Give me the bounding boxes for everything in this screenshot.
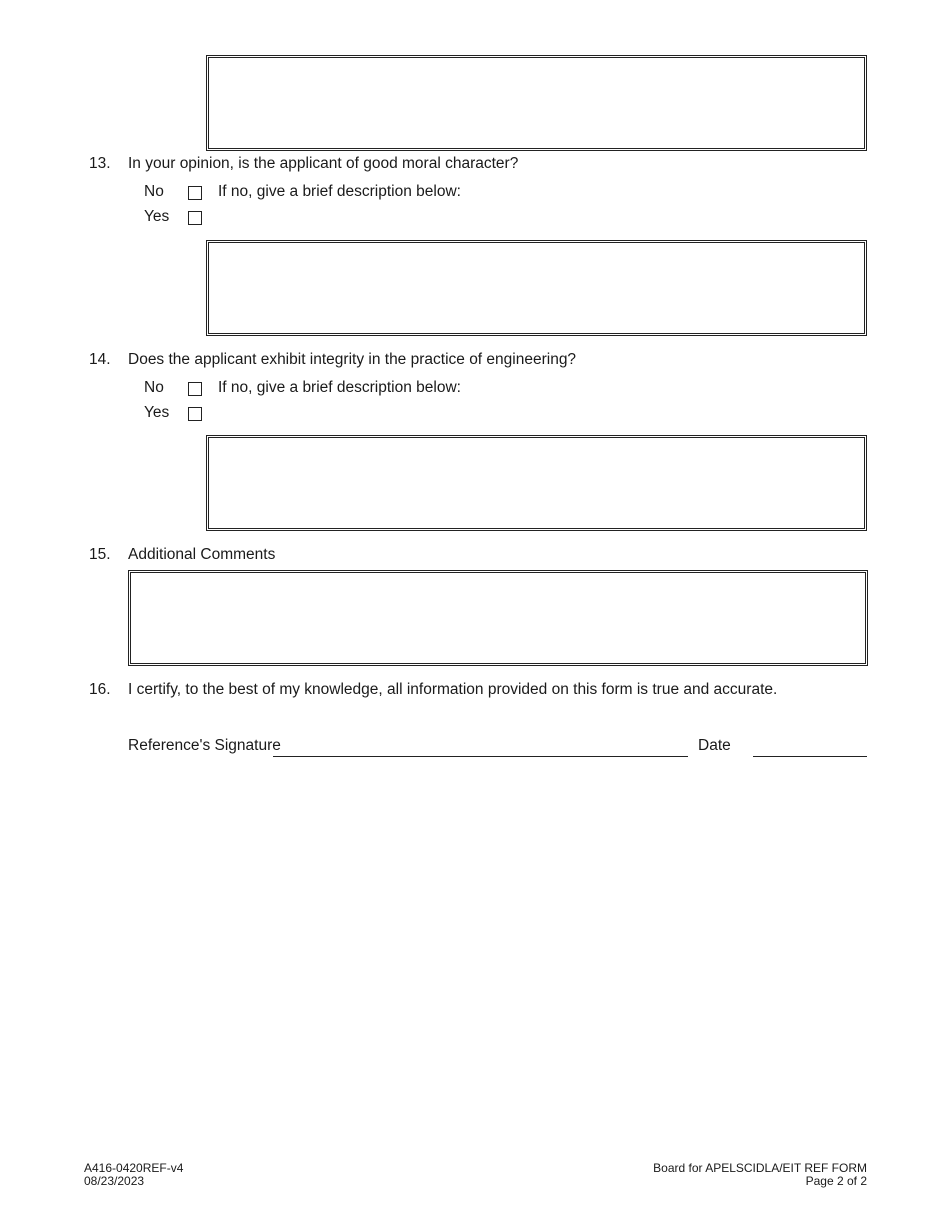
q14-question: Does the applicant exhibit integrity in the practice of engineering?: [128, 351, 577, 368]
q13-yes-checkbox[interactable]: [188, 211, 202, 225]
q16-number: 16.: [89, 681, 111, 698]
q14-number: 14.: [89, 351, 111, 368]
q13-no-checkbox[interactable]: [188, 186, 202, 200]
q14-yes-label: Yes: [144, 404, 170, 421]
signature-label: Reference's Signature: [128, 737, 281, 754]
page-number: Page 2 of 2: [805, 1174, 867, 1188]
q13-question: In your opinion, is the applicant of good moral character?: [128, 155, 519, 172]
q13-yes-label: Yes: [144, 208, 170, 225]
signature-line[interactable]: [273, 756, 688, 757]
q14-no-label: No: [144, 379, 164, 396]
q13-hint: If no, give a brief description below:: [218, 183, 461, 200]
footer-left: [84, 1162, 183, 1188]
date-label: Date: [698, 737, 731, 754]
q12-response-box[interactable]: [206, 55, 867, 151]
q14-no-checkbox[interactable]: [188, 382, 202, 396]
q15-number: 15.: [89, 546, 111, 563]
q14-hint: If no, give a brief description below:: [218, 379, 461, 396]
q14-response-box[interactable]: [206, 435, 867, 531]
q13-response-box[interactable]: [206, 240, 867, 336]
date-line[interactable]: [753, 756, 867, 757]
form-code: A416-0420REF-v4: [84, 1161, 184, 1175]
q13-no-label: No: [144, 183, 164, 200]
q15-comments-box[interactable]: [128, 570, 868, 666]
q14-yes-checkbox[interactable]: [188, 407, 202, 421]
q16-statement: I certify, to the best of my knowledge, all information provided on this form is true and accurate.: [128, 681, 778, 698]
footer-right: [653, 1162, 867, 1188]
form-date: 08/23/2023: [84, 1174, 145, 1188]
q15-label: Additional Comments: [128, 546, 276, 563]
q13-number: 13.: [89, 155, 111, 172]
form-name: Board for APELSCIDLA/EIT REF FORM: [653, 1161, 867, 1175]
